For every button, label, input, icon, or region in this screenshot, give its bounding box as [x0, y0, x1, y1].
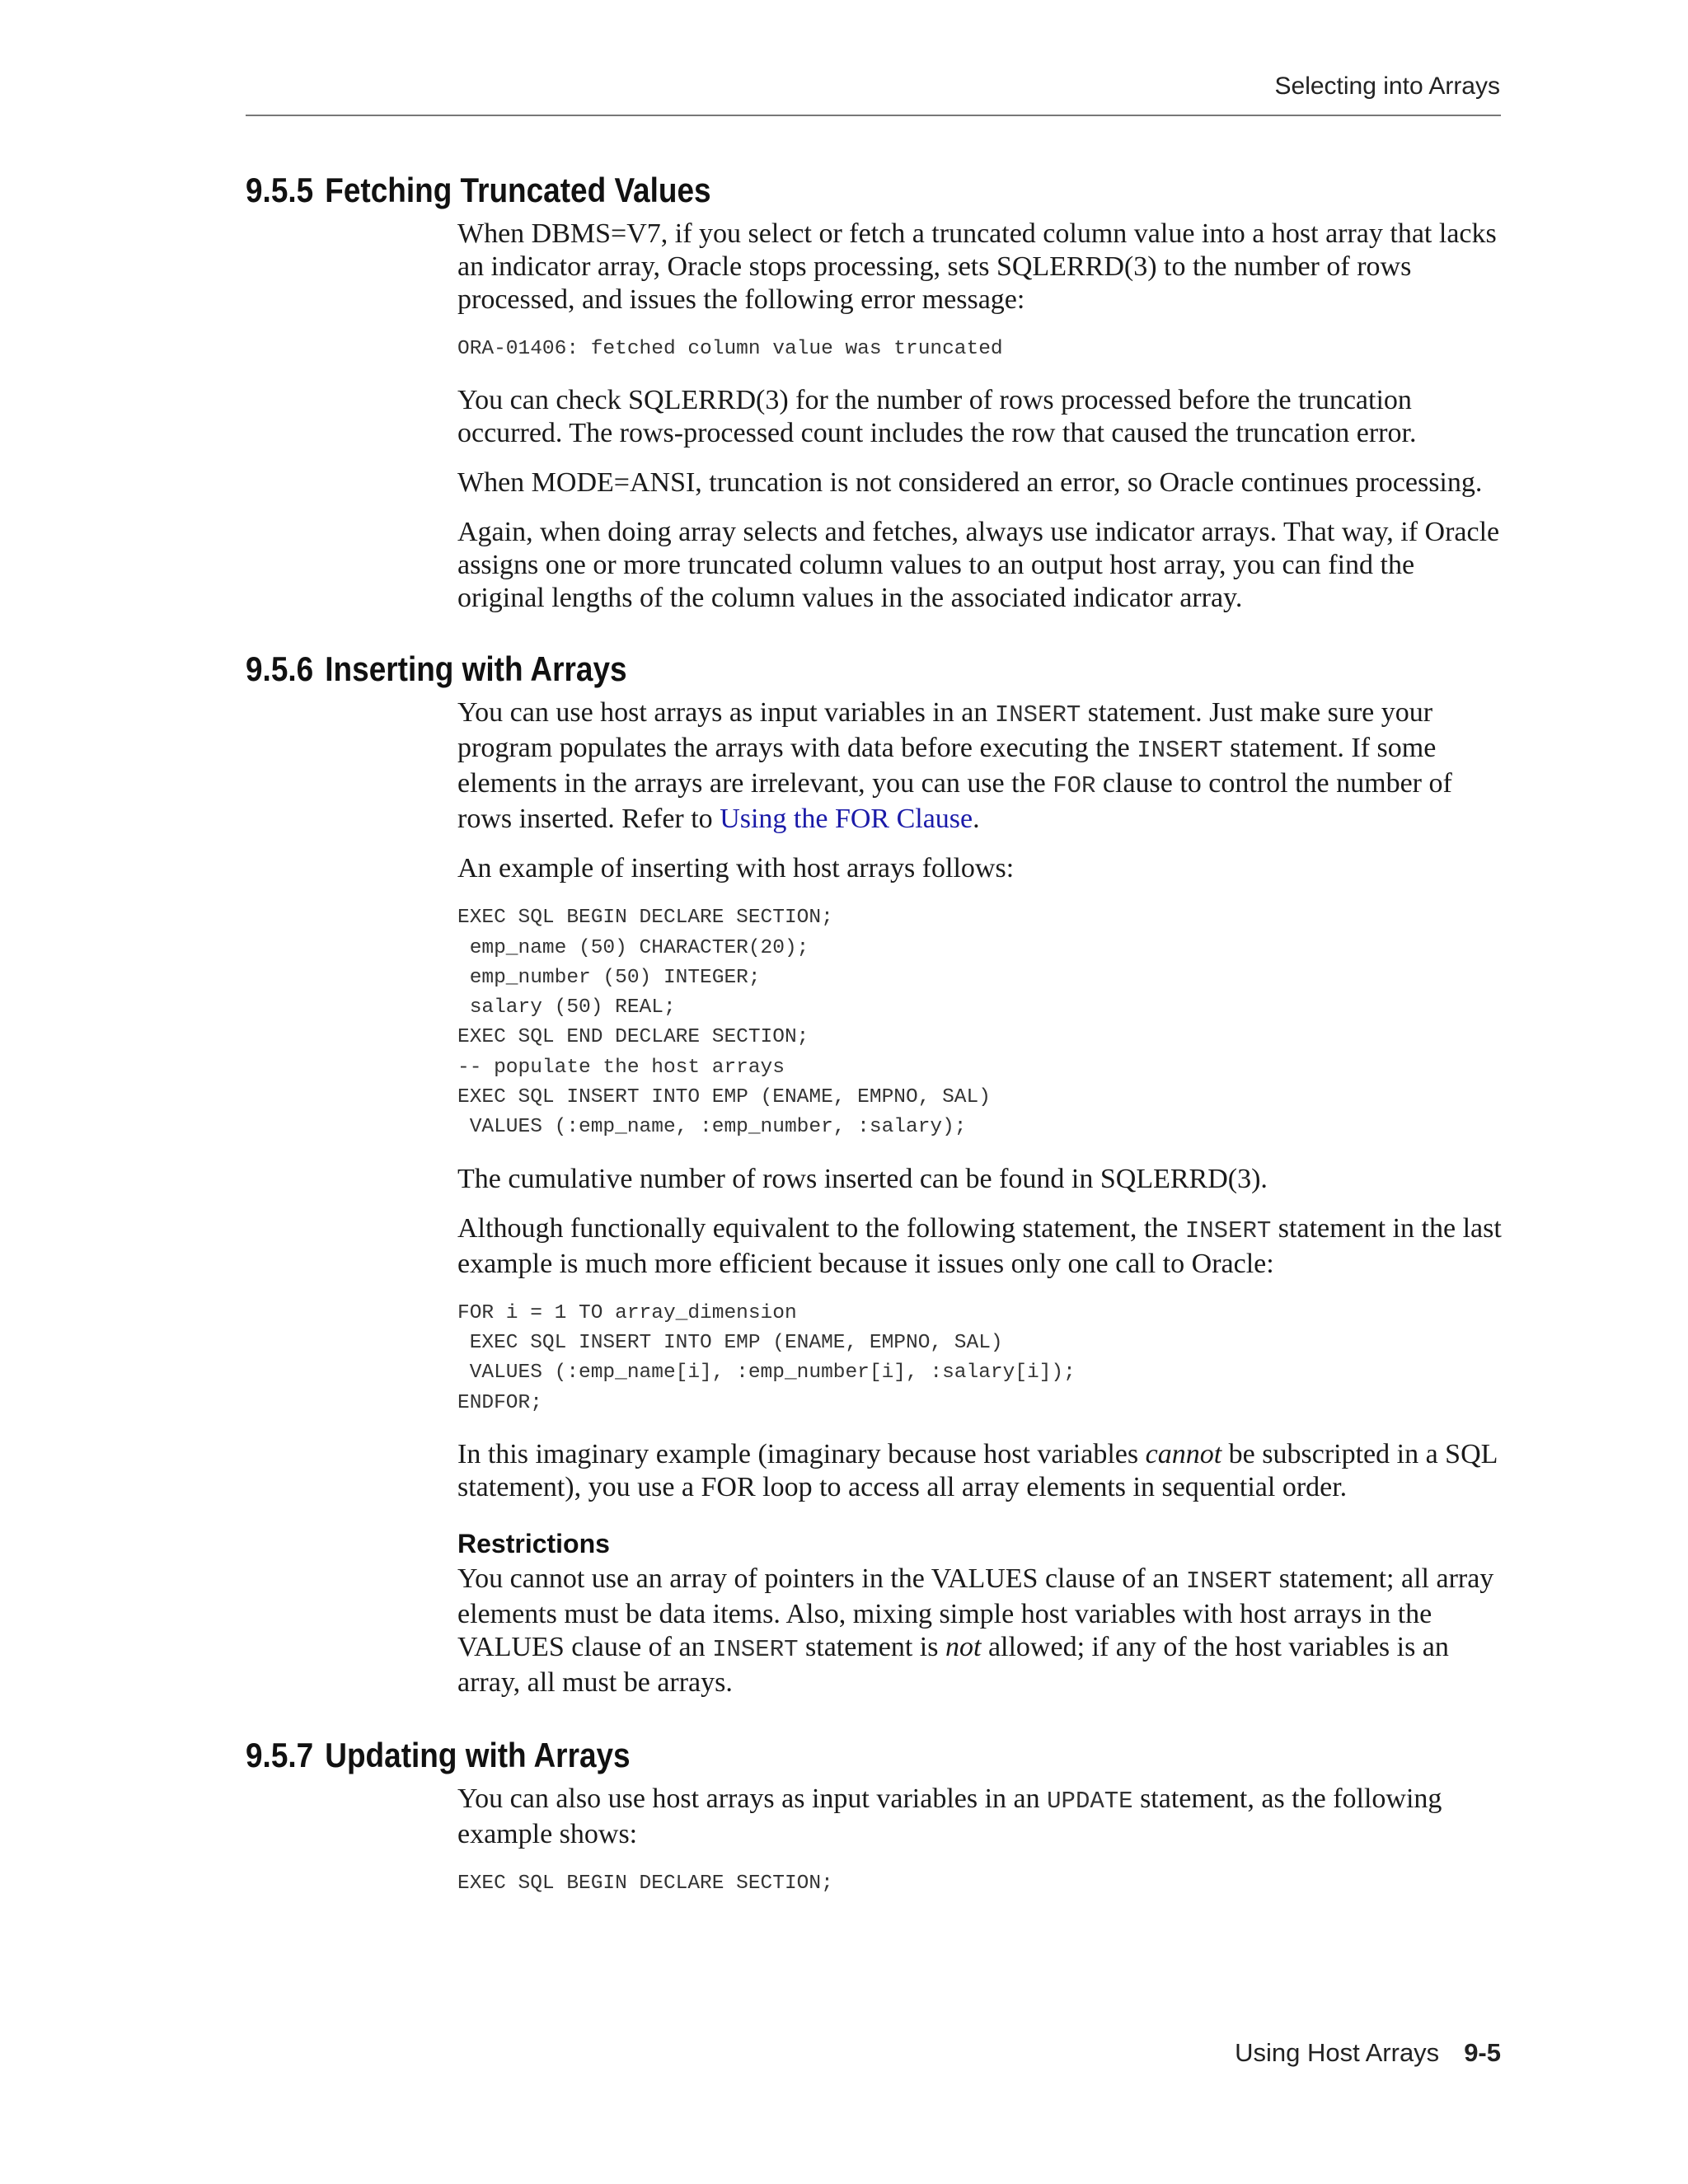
text-run: statement. Just make sure your program populates the arrays with data before executing the [457, 697, 1433, 764]
text-run: allowed; if any of the host variables is an array, all must be arrays. [457, 1631, 1449, 1698]
text-run: You can use host arrays as input variables in an [457, 697, 995, 729]
text-run: You cannot use an array of pointers in the VALUES clause of an [457, 1563, 1186, 1594]
page-content [246, 165, 1504, 1899]
paragraph [457, 1563, 1504, 1699]
inline-code: INSERT [1185, 1567, 1273, 1595]
text-run: You can also use host arrays as input variables in an [457, 1783, 1048, 1814]
paragraph [457, 696, 1504, 836]
code-block-insert-example: EXEC SQL BEGIN DECLARE SECTION; emp_name (50) CHARACTER(20); emp_number (50) INTEGER; salary (50) REAL; EXEC SQL END DECLARE SECTION; -- populate the host arrays EXEC SQL INSERT INTO EMP (ENAME, EMPNO, SAL) VALUES (:emp_name, :emp_number, :salary); [457, 907, 991, 1139]
text-run: statement in the last example is much more efficient because it issues only one call to Oracle: [457, 1212, 1502, 1279]
inline-code: FOR [1053, 772, 1096, 800]
page-number: 9-5 [1464, 2038, 1501, 2067]
code-block-for-loop: FOR i = 1 TO array_dimension EXEC SQL INSERT INTO EMP (ENAME, EMPNO, SAL) VALUES (:emp_name[i], :emp_number[i], :salary[i]); ENDFOR; [457, 1301, 1076, 1414]
code-block-error: ORA-01406: fetched column value was truncated [457, 338, 1003, 360]
code-block-update-example: EXEC SQL BEGIN DECLARE SECTION; [457, 1872, 833, 1895]
emphasis: cannot [1145, 1438, 1222, 1469]
paragraph [457, 1438, 1504, 1504]
for-clause-link[interactable]: Using the FOR Clause [720, 804, 973, 835]
paragraph: An example of inserting with host arrays follows: [457, 853, 1015, 884]
paragraph: You can check SQLERRD(3) for the number of rows processed before the truncation occurred. The rows-processed count includes the row that caused the truncation error. [457, 385, 1417, 449]
text-run: statement, as the following example shows: [457, 1783, 1442, 1849]
text-run: clause to control the number of rows inserted. Refer to [457, 768, 1452, 835]
text-run: be subscripted in a SQL statement), you use a FOR loop to access all array elements in sequential order. [457, 1438, 1498, 1502]
paragraph [457, 1212, 1504, 1281]
paragraph: When MODE=ANSI, truncation is not considered an error, so Oracle continues processing. [457, 467, 1483, 499]
running-footer [1235, 2038, 1501, 2068]
paragraph: When DBMS=V7, if you select or fetch a truncated column value into a host array that lacks an indicator array, Oracle stops processing, sets SQLERRD(3) to the number of rows processed, and issues the following error message: [457, 218, 1497, 315]
inline-code: INSERT [712, 1635, 799, 1663]
section-title: Fetching Truncated Values [325, 171, 711, 209]
section-number: 9.5.7 [246, 1735, 314, 1774]
paragraph: Again, when doing array selects and fetches, always use indicator arrays. That way, if Oracle assigns one or more truncated column values to an output host array, you can find the original lengths of the column values in the associated indicator array. [457, 517, 1500, 614]
header-rule [246, 115, 1501, 116]
section-number: 9.5.5 [246, 171, 314, 209]
inline-code: INSERT [994, 701, 1081, 729]
text-run: In this imaginary example (imaginary because host variables [457, 1438, 1146, 1469]
restrictions-heading: Restrictions [457, 1528, 610, 1558]
paragraph [457, 1783, 1504, 1851]
inline-code: UPDATE [1047, 1787, 1133, 1815]
paragraph: The cumulative number of rows inserted can be found in SQLERRD(3). [457, 1163, 1268, 1194]
inline-code: INSERT [1184, 1216, 1272, 1244]
footer-chapter-title: Using Host Arrays [1235, 2038, 1440, 2067]
emphasis: not [945, 1631, 982, 1662]
text-run: statement. If some elements in the arrays are irrelevant, you can use the [457, 733, 1437, 799]
section-title: Updating with Arrays [325, 1735, 631, 1774]
running-header: Selecting into Arrays [1274, 73, 1500, 100]
section-heading-9-5-7 [246, 1736, 1353, 1775]
section-number: 9.5.6 [246, 649, 314, 689]
section-title: Inserting with Arrays [325, 649, 627, 689]
text-run: . [973, 804, 980, 835]
text-run: statement; all array elements must be data items. Also, mixing simple host variables with host arrays in the VALUES clause of an [457, 1563, 1494, 1662]
text-run: statement is [798, 1631, 945, 1662]
inline-code: INSERT [1137, 737, 1223, 765]
section-heading-9-5-6 [246, 649, 1353, 689]
section-heading-9-5-5 [246, 171, 1353, 210]
text-run: Although functionally equivalent to the following statement, the [457, 1212, 1185, 1244]
